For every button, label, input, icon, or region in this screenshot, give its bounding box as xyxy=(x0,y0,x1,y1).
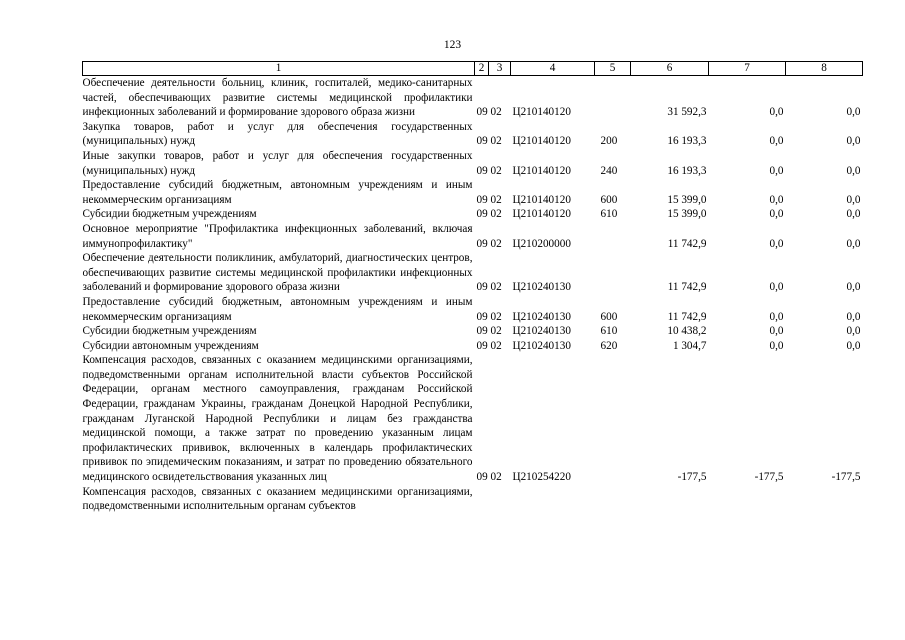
row-section: 09 xyxy=(476,135,488,148)
header-col-6: 6 xyxy=(631,62,709,76)
row-value-2: 0,0 xyxy=(769,281,784,294)
table-row xyxy=(83,295,863,324)
row-name: Компенсация расходов, связанных с оказанием медицинскими организациями, подведомственными органам исполнительной власти субъектов Российской Федерации, органам местного самоуправления, гражданам Российской Федерации, гражданам Украины, гражданам Донецкой Народной Республики, гражданам Луганской Народной Республики и лицам без гражданства медицинской помощи, а также затрат по проведению указанным лицам профилактических прививок, включенных в календарь профилактических прививок по эпидемическим показаниям, и затрат по проведению обязательного медицинского освидетельствования указанных лиц xyxy=(82,354,473,484)
row-target-code: Ц210254220 xyxy=(512,471,571,484)
row-subsection xyxy=(489,485,511,514)
row-subsection: 02 xyxy=(490,237,502,250)
row-name: Компенсация расходов, связанных с оказанием медицинскими организациями, подведомственными исполнительным органам субъектов xyxy=(82,485,473,513)
row-value-2: 0,0 xyxy=(769,325,784,338)
row-expense-type xyxy=(595,76,631,120)
row-section: 09 xyxy=(476,193,488,206)
table-row xyxy=(83,207,863,222)
row-value-3: 0,0 xyxy=(846,339,861,352)
row-name: Субсидии бюджетным учреждениям xyxy=(82,325,257,338)
table-row xyxy=(83,120,863,149)
header-col-1: 1 xyxy=(83,62,475,76)
row-target-code: Ц210140120 xyxy=(512,164,571,177)
row-expense-type xyxy=(595,353,631,484)
row-value-1: 31 592,3 xyxy=(667,106,707,119)
row-subsection: 02 xyxy=(490,310,502,323)
table-row xyxy=(83,76,863,120)
row-name: Закупка товаров, работ и услуг для обеспечения государственных (муниципальных) нужд xyxy=(82,120,473,148)
row-name: Обеспечение деятельности поликлиник, амбулаторий, диагностических центров, обеспечивающих развитие системы медицинской профилактики инфекционных заболеваний и формирование здорового образа жизни xyxy=(82,252,473,294)
table-row xyxy=(83,178,863,207)
table-row xyxy=(83,324,863,339)
row-value-3: 0,0 xyxy=(846,135,861,148)
row-name: Субсидии бюджетным учреждениям xyxy=(82,208,257,221)
row-value-1: 15 399,0 xyxy=(667,208,707,221)
row-target-code: Ц210140120 xyxy=(512,106,571,119)
row-name: Предоставление субсидий бюджетным, автономным учреждениям и иным некоммерческим организациям xyxy=(82,179,473,206)
row-target-code: Ц210240130 xyxy=(512,339,571,352)
row-value-3: 0,0 xyxy=(846,164,861,177)
header-col-5: 5 xyxy=(595,62,631,76)
header-col-2: 2 xyxy=(475,62,489,76)
row-value-2: 0,0 xyxy=(769,135,784,148)
row-subsection: 02 xyxy=(490,106,502,119)
row-target-code: Ц210200000 xyxy=(512,237,571,250)
row-section: 09 xyxy=(476,281,488,294)
row-section: 09 xyxy=(476,471,488,484)
table-row xyxy=(83,222,863,251)
row-value-3: 0,0 xyxy=(846,281,861,294)
row-value-2: 0,0 xyxy=(769,106,784,119)
row-value-3: 0,0 xyxy=(846,237,861,250)
row-value-1 xyxy=(631,485,709,514)
row-expense-type: 200 xyxy=(600,135,618,148)
row-value-2: -177,5 xyxy=(754,471,784,484)
row-subsection: 02 xyxy=(490,135,502,148)
row-subsection: 02 xyxy=(490,339,502,352)
row-target-code: Ц210240130 xyxy=(512,310,571,323)
row-subsection: 02 xyxy=(490,325,502,338)
row-section: 09 xyxy=(476,325,488,338)
row-subsection: 02 xyxy=(490,208,502,221)
row-section: 09 xyxy=(476,164,488,177)
row-value-3: 0,0 xyxy=(846,208,861,221)
row-target-code: Ц210240130 xyxy=(512,281,571,294)
row-target-code xyxy=(511,485,595,514)
row-value-2: 0,0 xyxy=(769,310,784,323)
row-value-2: 0,0 xyxy=(769,237,784,250)
row-section: 09 xyxy=(476,339,488,352)
row-name: Обеспечение деятельности больниц, клиник, госпиталей, медико-санитарных частей, обеспечивающих развитие системы медицинской профилактики инфекционных заболеваний и формирование здорового образа жизни xyxy=(82,77,473,119)
row-target-code: Ц210140120 xyxy=(512,208,571,221)
header-col-4: 4 xyxy=(511,62,595,76)
row-subsection: 02 xyxy=(490,164,502,177)
row-value-1: 11 742,9 xyxy=(667,281,707,294)
row-value-3: 0,0 xyxy=(846,325,861,338)
row-target-code: Ц210140120 xyxy=(512,135,571,148)
row-value-3: 0,0 xyxy=(846,106,861,119)
row-expense-type: 600 xyxy=(600,310,618,323)
row-expense-type: 600 xyxy=(600,193,618,206)
header-col-7: 7 xyxy=(709,62,786,76)
row-value-3: 0,0 xyxy=(846,310,861,323)
row-subsection: 02 xyxy=(490,471,502,484)
row-value-1: 11 742,9 xyxy=(667,310,707,323)
row-expense-type: 620 xyxy=(600,339,618,352)
row-section: 09 xyxy=(476,310,488,323)
row-value-1: 16 193,3 xyxy=(667,135,707,148)
row-value-2: 0,0 xyxy=(769,339,784,352)
row-value-3: 0,0 xyxy=(846,193,861,206)
row-value-2: 0,0 xyxy=(769,208,784,221)
row-expense-type xyxy=(595,485,631,514)
table-row xyxy=(83,251,863,295)
row-value-1: -177,5 xyxy=(677,471,707,484)
table-row xyxy=(83,339,863,354)
row-expense-type: 240 xyxy=(600,164,618,177)
row-value-1: 10 438,2 xyxy=(667,325,707,338)
page-number: 123 xyxy=(443,39,462,51)
row-target-code: Ц210240130 xyxy=(512,325,571,338)
table-body xyxy=(83,76,863,514)
row-name: Предоставление субсидий бюджетным, автономным учреждениям и иным некоммерческим организациям xyxy=(82,295,473,323)
row-section: 09 xyxy=(476,208,488,221)
row-value-1: 11 742,9 xyxy=(667,237,707,250)
table-header xyxy=(83,62,863,76)
row-subsection: 02 xyxy=(490,193,502,206)
row-value-1: 16 193,3 xyxy=(667,164,707,177)
row-section xyxy=(475,485,489,514)
table-row xyxy=(83,353,863,484)
row-value-1: 15 399,0 xyxy=(667,193,707,206)
row-subsection: 02 xyxy=(490,281,502,294)
row-name: Иные закупки товаров, работ и услуг для обеспечения государственных (муниципальных) нужд xyxy=(82,149,473,177)
table-row xyxy=(83,485,863,514)
table-row xyxy=(83,149,863,178)
row-expense-type: 610 xyxy=(600,208,618,221)
header-col-3: 3 xyxy=(489,62,511,76)
header-row xyxy=(83,62,863,76)
row-value-2: 0,0 xyxy=(769,193,784,206)
row-expense-type: 610 xyxy=(600,325,618,338)
row-name: Основное мероприятие "Профилактика инфекционных заболеваний, включая иммунопрофилактику" xyxy=(82,222,473,250)
row-value-1: 1 304,7 xyxy=(672,339,707,352)
row-section: 09 xyxy=(476,106,488,119)
row-value-2: 0,0 xyxy=(769,164,784,177)
row-value-3 xyxy=(786,485,863,514)
header-col-8: 8 xyxy=(786,62,863,76)
row-name: Субсидии автономным учреждениям xyxy=(82,339,259,352)
row-value-2 xyxy=(709,485,786,514)
row-section: 09 xyxy=(476,237,488,250)
budget-table xyxy=(82,61,863,514)
row-target-code: Ц210140120 xyxy=(512,193,571,206)
row-value-3: -177,5 xyxy=(831,471,861,484)
row-expense-type xyxy=(595,222,631,251)
row-expense-type xyxy=(595,251,631,295)
